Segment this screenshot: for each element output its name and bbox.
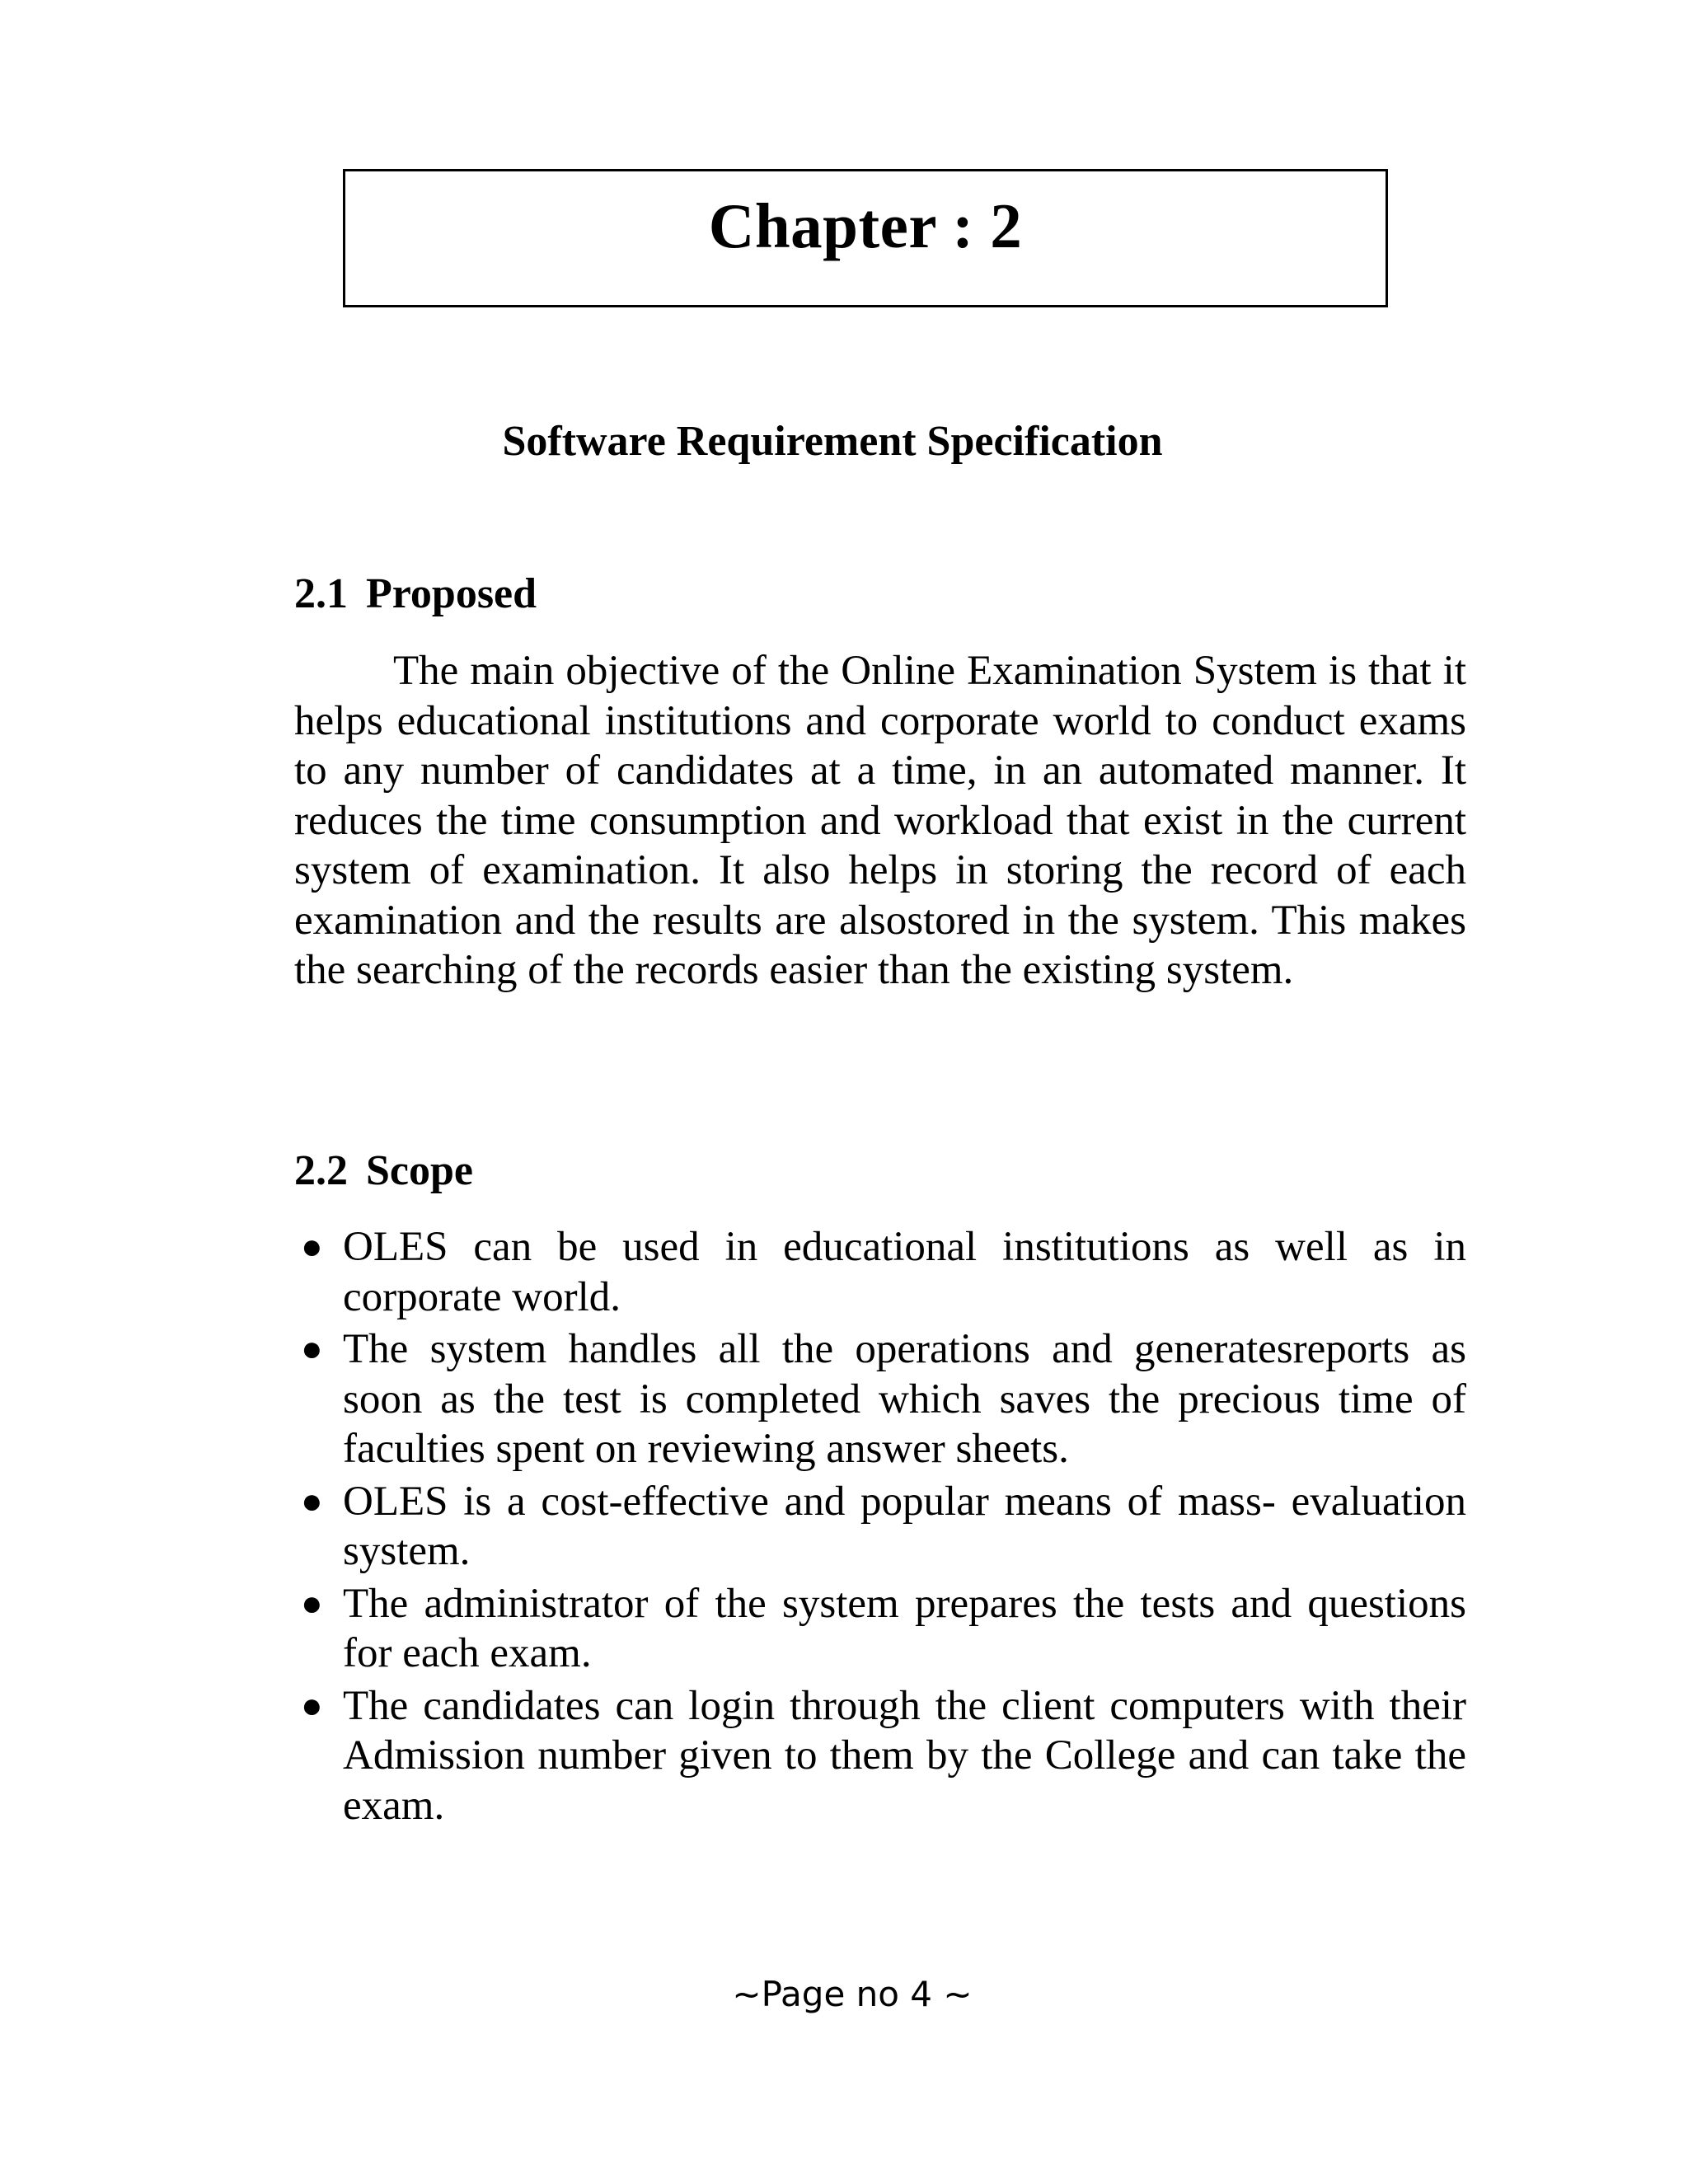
proposed-paragraph: The main objective of the Online Examination System is that it helps educational institutions and corporate world to conduct exams to any number of candidates at a time, in an automated manner. It reduces the time consumption and workload that exist in the current system of examination. It also helps in storing the record of each examination and the results are alsostored in the system. This makes the searching of the records easier than the existing system. [294, 648, 1466, 993]
list-item [294, 1222, 1466, 1322]
bullet-icon: ● [301, 1685, 323, 1726]
section-heading-proposed [294, 569, 537, 620]
bullet-icon: ● [301, 1582, 323, 1624]
document-title: Software Requirement Specification [502, 418, 1163, 465]
list-item-text: The administrator of the system prepares the tests and questions for each exam. [343, 1580, 1466, 1676]
page-number-footer: ~Page no 4 ~ [732, 1974, 973, 2014]
list-item-text: OLES is a cost-effective and popular means of mass- evaluation system. [343, 1478, 1466, 1574]
list-item-text: The candidates can login through the client computers with their Admission number given to them by the College and can take the exam. [343, 1682, 1466, 1829]
chapter-title: Chapter : 2 [708, 190, 1023, 261]
list-item-text: OLES can be used in educational institutions as well as in corporate world. [343, 1224, 1466, 1320]
bullet-icon: ● [301, 1329, 323, 1369]
section-number: 2.1 [294, 570, 348, 617]
list-item [294, 1324, 1466, 1474]
list-item-text: The system handles all the operations and generatesreports as soon as the test is completed which saves the precious time of faculties spent on reviewing answer sheets. [343, 1326, 1466, 1472]
section-heading-text: Scope [366, 1147, 473, 1194]
bullet-icon: ● [301, 1226, 323, 1267]
list-item [294, 1579, 1466, 1679]
list-item [294, 1477, 1466, 1577]
section-heading-text: Proposed [366, 570, 537, 617]
list-item [294, 1681, 1466, 1831]
bullet-icon: ● [301, 1480, 323, 1521]
section-heading-scope [294, 1146, 473, 1197]
scope-list [294, 1222, 1466, 1833]
chapter-title-box [343, 169, 1388, 307]
section-number: 2.2 [294, 1147, 348, 1194]
